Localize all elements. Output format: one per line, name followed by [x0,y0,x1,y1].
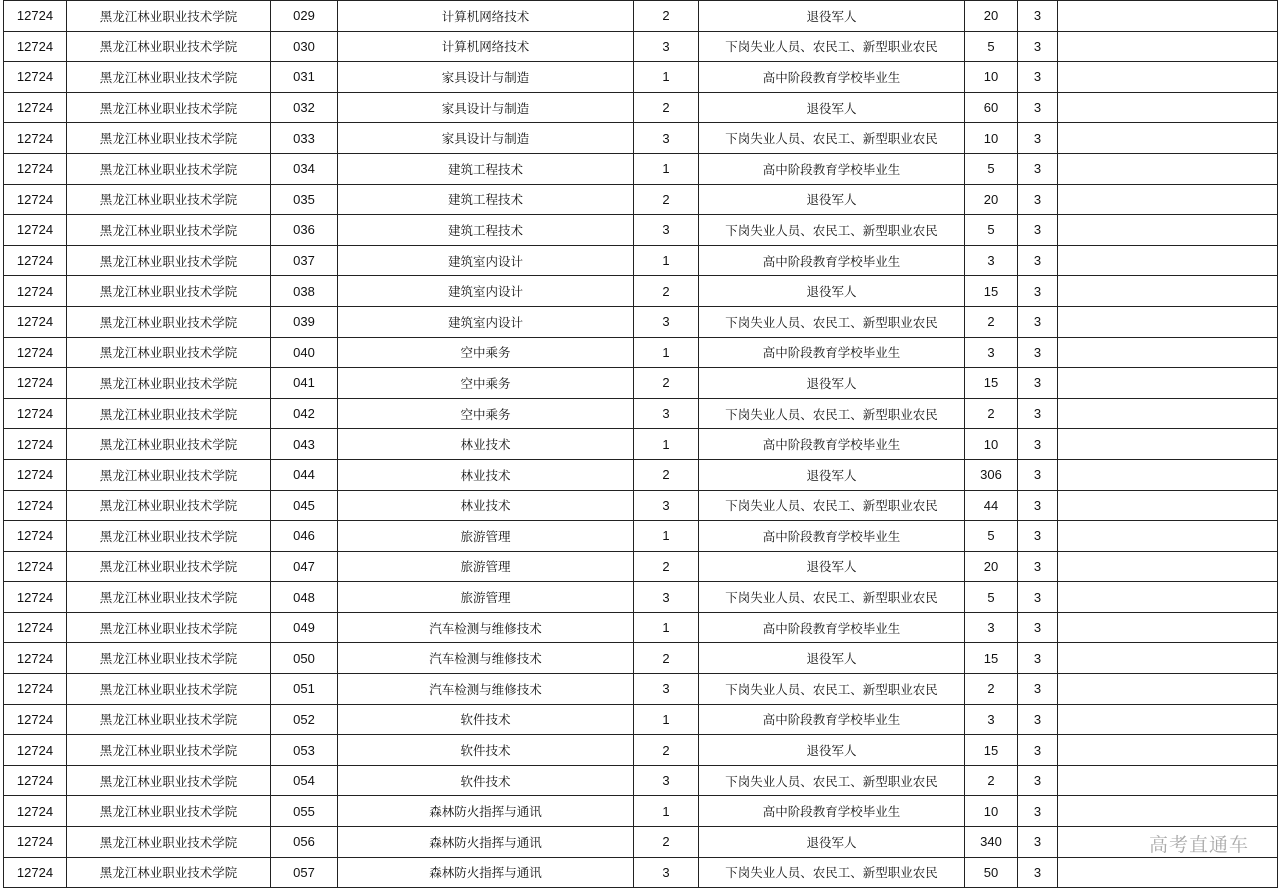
note-cell [1058,92,1278,123]
duration-cell: 3 [1018,490,1058,521]
applicant-type-cell: 下岗失业人员、农民工、新型职业农民 [699,674,965,705]
note-cell [1058,429,1278,460]
major-name-cell: 软件技术 [338,704,634,735]
duration-cell: 3 [1018,337,1058,368]
category-cell: 2 [634,92,699,123]
note-cell [1058,368,1278,399]
school-code-cell: 12724 [4,643,67,674]
major-code-cell: 040 [271,337,338,368]
major-code-cell: 036 [271,215,338,246]
applicant-type-cell: 高中阶段教育学校毕业生 [699,245,965,276]
category-cell: 1 [634,153,699,184]
applicant-type-cell: 退役军人 [699,184,965,215]
note-cell [1058,276,1278,307]
note-cell [1058,704,1278,735]
category-cell: 2 [634,827,699,858]
note-cell [1058,31,1278,62]
applicant-type-cell: 退役军人 [699,276,965,307]
major-code-cell: 042 [271,398,338,429]
plan-count-cell: 15 [965,368,1018,399]
applicant-type-cell: 高中阶段教育学校毕业生 [699,612,965,643]
category-cell: 3 [634,857,699,888]
duration-cell: 3 [1018,704,1058,735]
school-name-cell: 黑龙江林业职业技术学院 [67,1,271,32]
note-cell [1058,735,1278,766]
school-name-cell: 黑龙江林业职业技术学院 [67,643,271,674]
major-code-cell: 032 [271,92,338,123]
major-code-cell: 049 [271,612,338,643]
school-name-cell: 黑龙江林业职业技术学院 [67,123,271,154]
category-cell: 3 [634,398,699,429]
applicant-type-cell: 高中阶段教育学校毕业生 [699,521,965,552]
category-cell: 1 [634,337,699,368]
table-row [4,674,1278,705]
applicant-type-cell: 高中阶段教育学校毕业生 [699,704,965,735]
applicant-type-cell: 下岗失业人员、农民工、新型职业农民 [699,306,965,337]
school-code-cell: 12724 [4,582,67,613]
school-code-cell: 12724 [4,674,67,705]
applicant-type-cell: 高中阶段教育学校毕业生 [699,337,965,368]
table-row [4,215,1278,246]
category-cell: 2 [634,368,699,399]
school-code-cell: 12724 [4,429,67,460]
applicant-type-cell: 退役军人 [699,551,965,582]
major-code-cell: 038 [271,276,338,307]
school-code-cell: 12724 [4,368,67,399]
applicant-type-cell: 下岗失业人员、农民工、新型职业农民 [699,490,965,521]
plan-count-cell: 15 [965,735,1018,766]
school-code-cell: 12724 [4,153,67,184]
duration-cell: 3 [1018,368,1058,399]
category-cell: 2 [634,735,699,766]
category-cell: 3 [634,582,699,613]
duration-cell: 3 [1018,398,1058,429]
applicant-type-cell: 高中阶段教育学校毕业生 [699,796,965,827]
major-name-cell: 汽车检测与维修技术 [338,674,634,705]
plan-count-cell: 3 [965,612,1018,643]
major-code-cell: 046 [271,521,338,552]
applicant-type-cell: 退役军人 [699,368,965,399]
table-row [4,551,1278,582]
major-name-cell: 建筑工程技术 [338,153,634,184]
major-code-cell: 055 [271,796,338,827]
duration-cell: 3 [1018,827,1058,858]
duration-cell: 3 [1018,551,1058,582]
table-row [4,827,1278,858]
table-row [4,765,1278,796]
plan-count-cell: 2 [965,306,1018,337]
major-name-cell: 林业技术 [338,459,634,490]
school-code-cell: 12724 [4,31,67,62]
applicant-type-cell: 高中阶段教育学校毕业生 [699,429,965,460]
school-name-cell: 黑龙江林业职业技术学院 [67,582,271,613]
major-code-cell: 044 [271,459,338,490]
category-cell: 1 [634,62,699,93]
note-cell [1058,521,1278,552]
school-name-cell: 黑龙江林业职业技术学院 [67,337,271,368]
school-name-cell: 黑龙江林业职业技术学院 [67,153,271,184]
school-name-cell: 黑龙江林业职业技术学院 [67,398,271,429]
note-cell [1058,551,1278,582]
major-name-cell: 软件技术 [338,765,634,796]
note-cell [1058,765,1278,796]
school-name-cell: 黑龙江林业职业技术学院 [67,735,271,766]
major-name-cell: 计算机网络技术 [338,31,634,62]
school-name-cell: 黑龙江林业职业技术学院 [67,796,271,827]
plan-count-cell: 44 [965,490,1018,521]
note-cell [1058,306,1278,337]
table-row [4,490,1278,521]
plan-count-cell: 10 [965,123,1018,154]
plan-count-cell: 2 [965,674,1018,705]
plan-count-cell: 5 [965,521,1018,552]
table-row [4,123,1278,154]
applicant-type-cell: 下岗失业人员、农民工、新型职业农民 [699,215,965,246]
school-code-cell: 12724 [4,490,67,521]
note-cell [1058,123,1278,154]
school-code-cell: 12724 [4,857,67,888]
school-name-cell: 黑龙江林业职业技术学院 [67,521,271,552]
school-name-cell: 黑龙江林业职业技术学院 [67,215,271,246]
school-code-cell: 12724 [4,276,67,307]
applicant-type-cell: 退役军人 [699,459,965,490]
school-code-cell: 12724 [4,459,67,490]
note-cell [1058,337,1278,368]
plan-count-cell: 10 [965,429,1018,460]
applicant-type-cell: 下岗失业人员、农民工、新型职业农民 [699,123,965,154]
plan-count-cell: 2 [965,398,1018,429]
table-row [4,92,1278,123]
note-cell [1058,643,1278,674]
category-cell: 1 [634,521,699,552]
category-cell: 1 [634,612,699,643]
table-row [4,612,1278,643]
duration-cell: 3 [1018,1,1058,32]
school-code-cell: 12724 [4,796,67,827]
table-row [4,796,1278,827]
duration-cell: 3 [1018,582,1058,613]
major-name-cell: 旅游管理 [338,521,634,552]
plan-count-cell: 3 [965,245,1018,276]
table-row [4,31,1278,62]
major-code-cell: 051 [271,674,338,705]
major-name-cell: 汽车检测与维修技术 [338,643,634,674]
major-name-cell: 建筑工程技术 [338,184,634,215]
category-cell: 2 [634,184,699,215]
major-name-cell: 旅游管理 [338,582,634,613]
plan-count-cell: 50 [965,857,1018,888]
duration-cell: 3 [1018,153,1058,184]
duration-cell: 3 [1018,735,1058,766]
duration-cell: 3 [1018,184,1058,215]
table-row [4,368,1278,399]
duration-cell: 3 [1018,92,1058,123]
table-row [4,337,1278,368]
duration-cell: 3 [1018,306,1058,337]
plan-count-cell: 3 [965,337,1018,368]
table-row [4,857,1278,888]
major-code-cell: 045 [271,490,338,521]
major-code-cell: 029 [271,1,338,32]
duration-cell: 3 [1018,796,1058,827]
table-row [4,459,1278,490]
category-cell: 3 [634,765,699,796]
note-cell [1058,215,1278,246]
major-name-cell: 旅游管理 [338,551,634,582]
plan-count-cell: 20 [965,184,1018,215]
school-code-cell: 12724 [4,735,67,766]
major-code-cell: 057 [271,857,338,888]
plan-count-cell: 20 [965,551,1018,582]
major-code-cell: 050 [271,643,338,674]
table-row [4,1,1278,32]
note-cell [1058,490,1278,521]
applicant-type-cell: 下岗失业人员、农民工、新型职业农民 [699,31,965,62]
category-cell: 1 [634,796,699,827]
note-cell [1058,62,1278,93]
major-code-cell: 048 [271,582,338,613]
school-name-cell: 黑龙江林业职业技术学院 [67,306,271,337]
major-code-cell: 031 [271,62,338,93]
plan-count-cell: 15 [965,276,1018,307]
plan-count-cell: 10 [965,62,1018,93]
major-code-cell: 043 [271,429,338,460]
major-code-cell: 034 [271,153,338,184]
school-name-cell: 黑龙江林业职业技术学院 [67,429,271,460]
note-cell [1058,153,1278,184]
duration-cell: 3 [1018,857,1058,888]
applicant-type-cell: 高中阶段教育学校毕业生 [699,62,965,93]
table-row [4,245,1278,276]
table-row [4,582,1278,613]
table-row [4,398,1278,429]
school-name-cell: 黑龙江林业职业技术学院 [67,368,271,399]
major-name-cell: 建筑室内设计 [338,245,634,276]
major-code-cell: 030 [271,31,338,62]
applicant-type-cell: 高中阶段教育学校毕业生 [699,153,965,184]
table-row [4,153,1278,184]
note-cell [1058,398,1278,429]
duration-cell: 3 [1018,765,1058,796]
note-cell [1058,674,1278,705]
school-code-cell: 12724 [4,827,67,858]
duration-cell: 3 [1018,643,1058,674]
school-name-cell: 黑龙江林业职业技术学院 [67,31,271,62]
duration-cell: 3 [1018,459,1058,490]
school-name-cell: 黑龙江林业职业技术学院 [67,674,271,705]
school-name-cell: 黑龙江林业职业技术学院 [67,459,271,490]
school-name-cell: 黑龙江林业职业技术学院 [67,612,271,643]
category-cell: 1 [634,429,699,460]
category-cell: 2 [634,459,699,490]
school-name-cell: 黑龙江林业职业技术学院 [67,551,271,582]
note-cell [1058,1,1278,32]
school-code-cell: 12724 [4,215,67,246]
school-name-cell: 黑龙江林业职业技术学院 [67,704,271,735]
school-name-cell: 黑龙江林业职业技术学院 [67,490,271,521]
major-name-cell: 计算机网络技术 [338,1,634,32]
major-name-cell: 家具设计与制造 [338,92,634,123]
school-name-cell: 黑龙江林业职业技术学院 [67,245,271,276]
table-row [4,429,1278,460]
category-cell: 1 [634,245,699,276]
table-row [4,306,1278,337]
category-cell: 3 [634,31,699,62]
plan-count-cell: 340 [965,827,1018,858]
school-name-cell: 黑龙江林业职业技术学院 [67,827,271,858]
major-name-cell: 汽车检测与维修技术 [338,612,634,643]
table-row [4,62,1278,93]
enrollment-table [3,0,1278,888]
note-cell [1058,245,1278,276]
school-name-cell: 黑龙江林业职业技术学院 [67,62,271,93]
category-cell: 2 [634,276,699,307]
school-code-cell: 12724 [4,337,67,368]
school-code-cell: 12724 [4,1,67,32]
major-code-cell: 053 [271,735,338,766]
note-cell [1058,857,1278,888]
note-cell [1058,612,1278,643]
duration-cell: 3 [1018,674,1058,705]
applicant-type-cell: 下岗失业人员、农民工、新型职业农民 [699,857,965,888]
major-name-cell: 空中乘务 [338,337,634,368]
duration-cell: 3 [1018,215,1058,246]
plan-count-cell: 10 [965,796,1018,827]
plan-count-cell: 5 [965,153,1018,184]
school-code-cell: 12724 [4,62,67,93]
school-code-cell: 12724 [4,245,67,276]
plan-count-cell: 306 [965,459,1018,490]
school-code-cell: 12724 [4,123,67,154]
school-code-cell: 12724 [4,765,67,796]
applicant-type-cell: 退役军人 [699,92,965,123]
note-cell [1058,459,1278,490]
table-row [4,704,1278,735]
school-name-cell: 黑龙江林业职业技术学院 [67,857,271,888]
plan-count-cell: 5 [965,582,1018,613]
school-code-cell: 12724 [4,398,67,429]
duration-cell: 3 [1018,521,1058,552]
watermark-text: 高考直通车 [1146,830,1252,857]
major-code-cell: 054 [271,765,338,796]
major-code-cell: 047 [271,551,338,582]
note-cell [1058,582,1278,613]
category-cell: 3 [634,306,699,337]
major-name-cell: 森林防火指挥与通讯 [338,827,634,858]
applicant-type-cell: 退役军人 [699,643,965,674]
major-code-cell: 041 [271,368,338,399]
major-code-cell: 037 [271,245,338,276]
school-code-cell: 12724 [4,184,67,215]
major-name-cell: 建筑室内设计 [338,306,634,337]
plan-count-cell: 5 [965,31,1018,62]
school-code-cell: 12724 [4,551,67,582]
applicant-type-cell: 下岗失业人员、农民工、新型职业农民 [699,398,965,429]
major-name-cell: 建筑工程技术 [338,215,634,246]
duration-cell: 3 [1018,276,1058,307]
major-name-cell: 空中乘务 [338,398,634,429]
category-cell: 2 [634,643,699,674]
school-name-cell: 黑龙江林业职业技术学院 [67,92,271,123]
school-code-cell: 12724 [4,306,67,337]
school-code-cell: 12724 [4,92,67,123]
table-row [4,735,1278,766]
category-cell: 1 [634,704,699,735]
plan-count-cell: 60 [965,92,1018,123]
category-cell: 3 [634,215,699,246]
plan-count-cell: 5 [965,215,1018,246]
applicant-type-cell: 退役军人 [699,735,965,766]
category-cell: 3 [634,674,699,705]
note-cell [1058,796,1278,827]
duration-cell: 3 [1018,245,1058,276]
major-name-cell: 林业技术 [338,490,634,521]
major-name-cell: 林业技术 [338,429,634,460]
major-name-cell: 家具设计与制造 [338,62,634,93]
category-cell: 2 [634,1,699,32]
major-code-cell: 056 [271,827,338,858]
major-name-cell: 空中乘务 [338,368,634,399]
applicant-type-cell: 下岗失业人员、农民工、新型职业农民 [699,765,965,796]
table-row [4,184,1278,215]
category-cell: 2 [634,551,699,582]
school-code-cell: 12724 [4,612,67,643]
duration-cell: 3 [1018,31,1058,62]
school-name-cell: 黑龙江林业职业技术学院 [67,276,271,307]
major-code-cell: 033 [271,123,338,154]
plan-count-cell: 2 [965,765,1018,796]
duration-cell: 3 [1018,62,1058,93]
major-name-cell: 森林防火指挥与通讯 [338,796,634,827]
applicant-type-cell: 退役军人 [699,1,965,32]
major-name-cell: 建筑室内设计 [338,276,634,307]
table-row [4,276,1278,307]
plan-count-cell: 15 [965,643,1018,674]
duration-cell: 3 [1018,123,1058,154]
major-name-cell: 软件技术 [338,735,634,766]
school-name-cell: 黑龙江林业职业技术学院 [67,184,271,215]
duration-cell: 3 [1018,612,1058,643]
applicant-type-cell: 退役军人 [699,827,965,858]
school-code-cell: 12724 [4,521,67,552]
school-name-cell: 黑龙江林业职业技术学院 [67,765,271,796]
category-cell: 3 [634,123,699,154]
major-code-cell: 039 [271,306,338,337]
table-row [4,643,1278,674]
plan-count-cell: 20 [965,1,1018,32]
major-code-cell: 035 [271,184,338,215]
school-code-cell: 12724 [4,704,67,735]
major-code-cell: 052 [271,704,338,735]
plan-count-cell: 3 [965,704,1018,735]
major-name-cell: 森林防火指挥与通讯 [338,857,634,888]
note-cell [1058,184,1278,215]
table-row [4,521,1278,552]
applicant-type-cell: 下岗失业人员、农民工、新型职业农民 [699,582,965,613]
category-cell: 3 [634,490,699,521]
major-name-cell: 家具设计与制造 [338,123,634,154]
duration-cell: 3 [1018,429,1058,460]
table-body [4,1,1278,888]
